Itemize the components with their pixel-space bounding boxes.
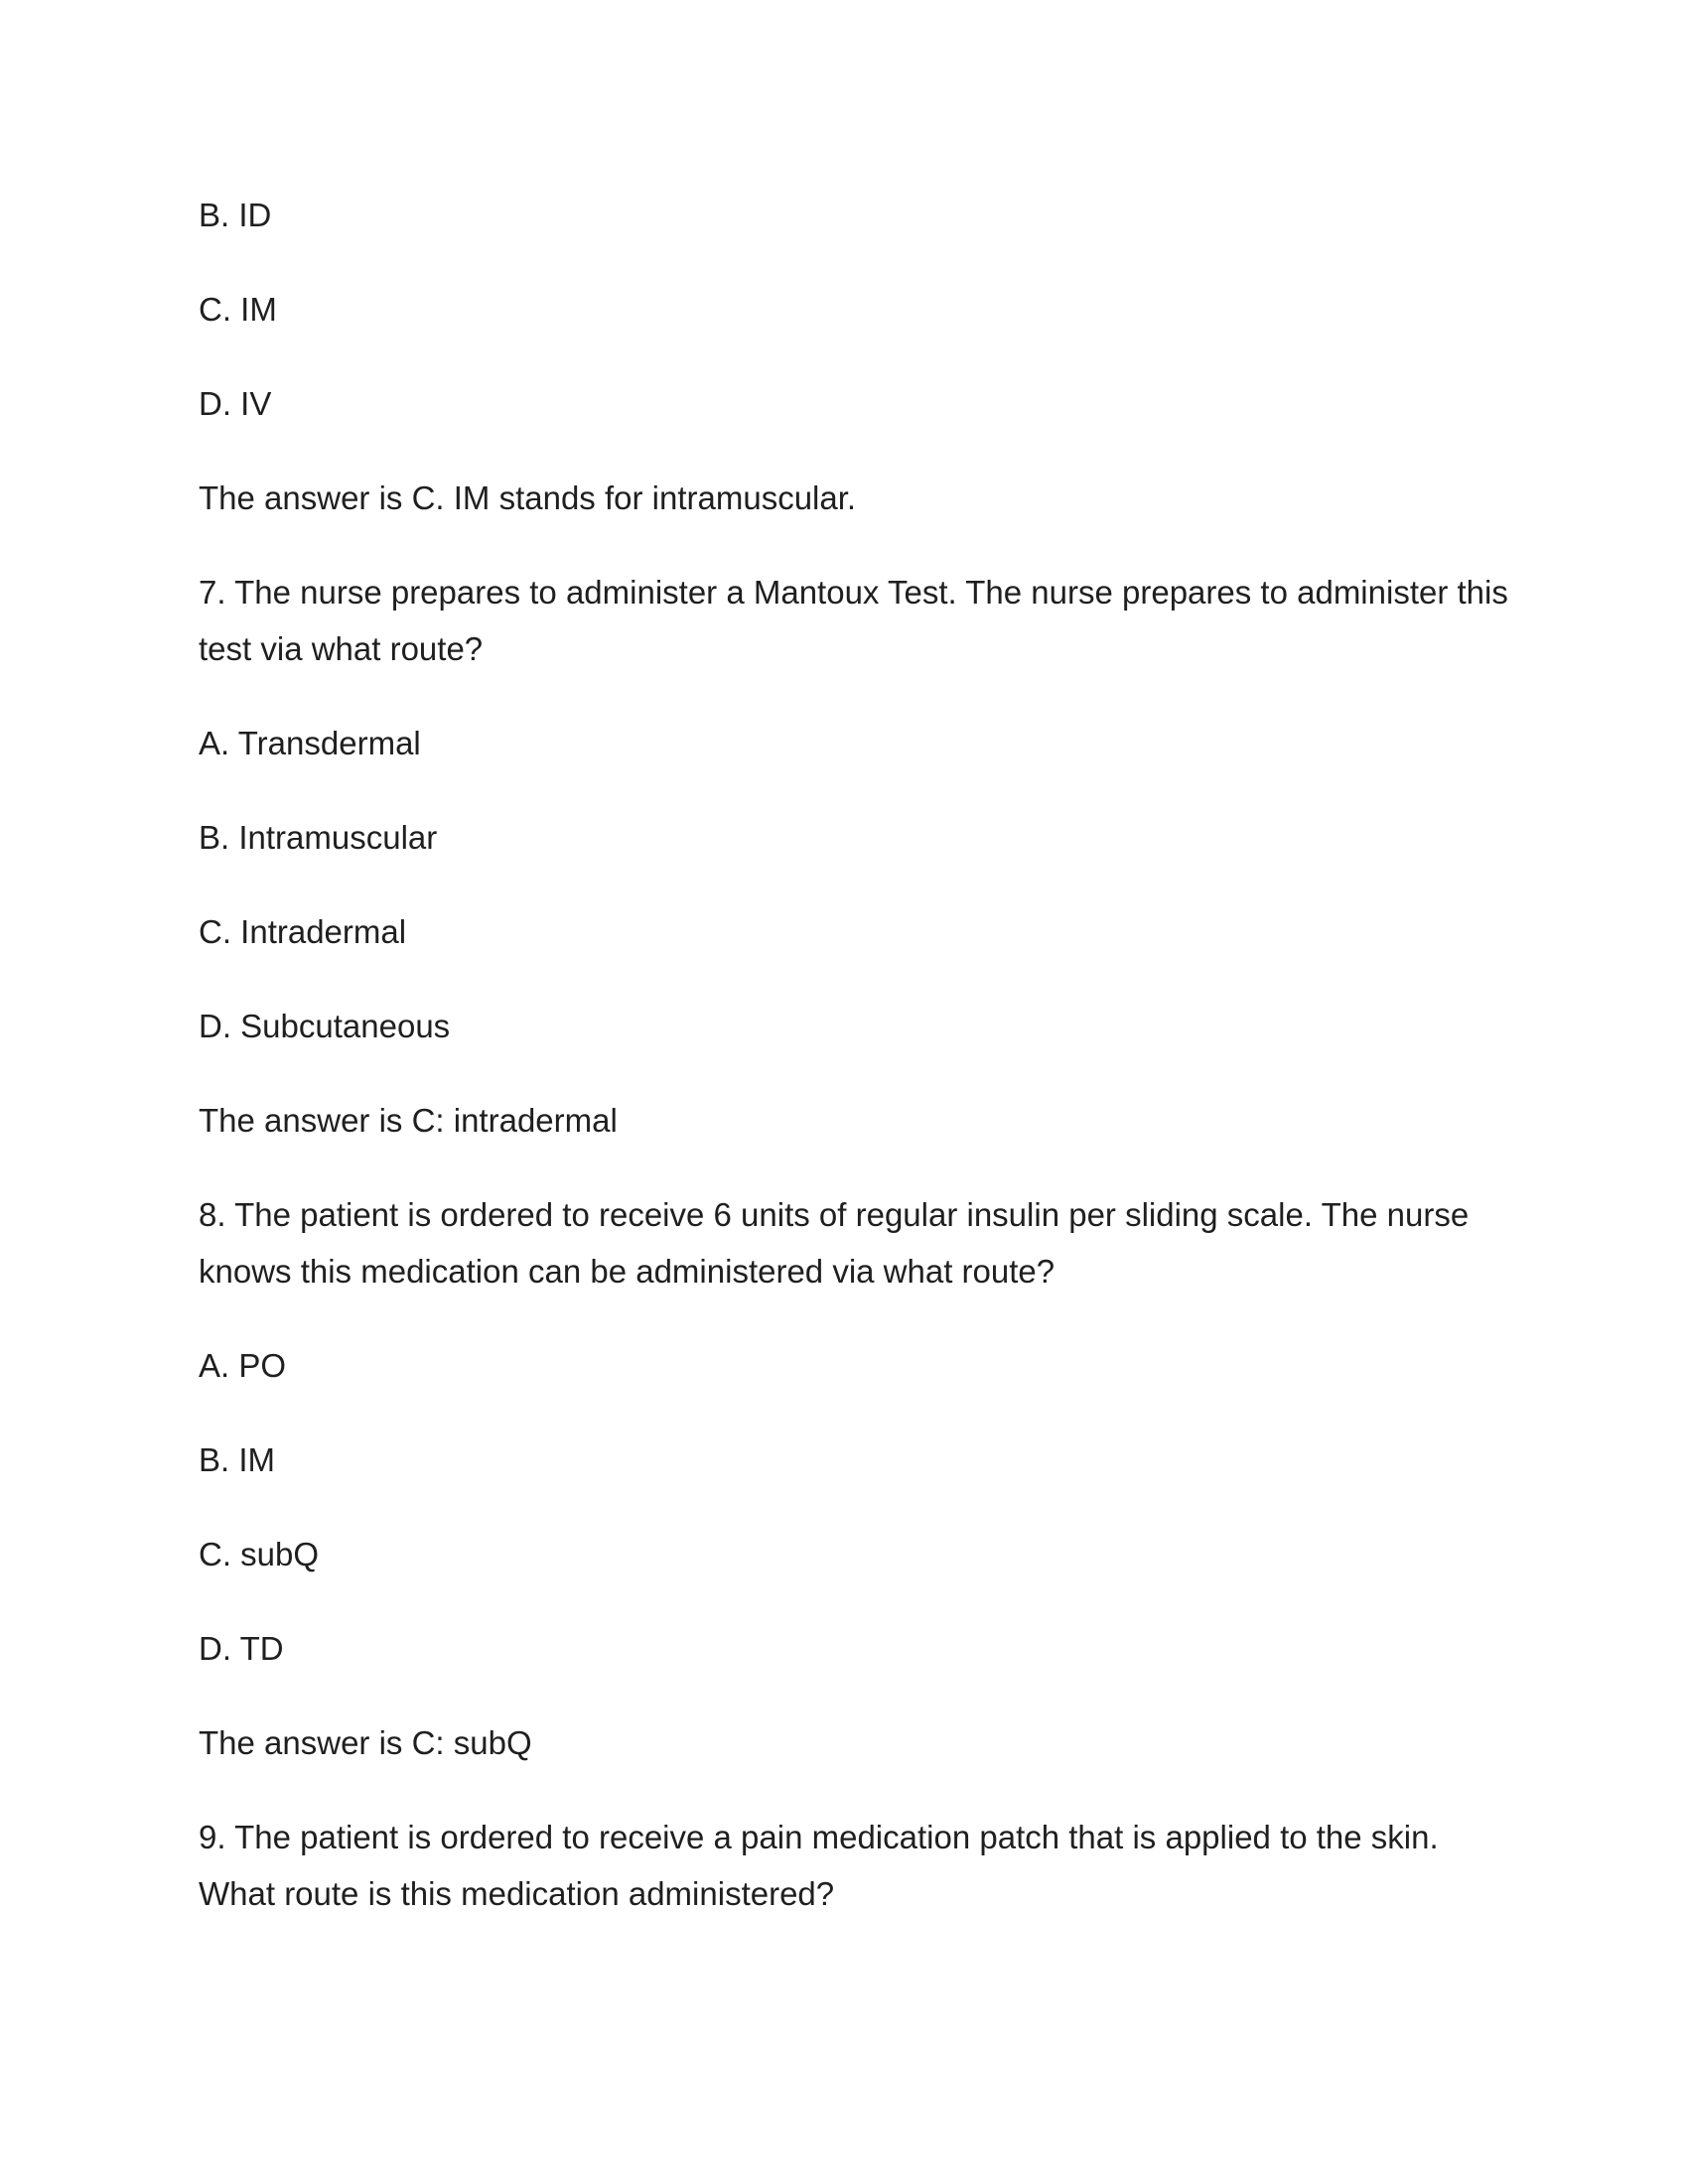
q7-question: 7. The nurse prepares to administer a Mantoux Test. The nurse prepares to administer this test via what route? [199,574,1508,667]
q8-option-b: B. IM [199,1441,276,1478]
q7-option-d: D. Subcutaneous [199,1008,451,1044]
q8-option-c: C. subQ [199,1536,320,1572]
q8-option-a: A. PO [199,1347,287,1384]
q6-answer: The answer is C. IM stands for intramuscular. [199,479,857,516]
document-page [199,187,1509,1922]
q7-option-a: A. Transdermal [199,725,421,761]
q6-option-d: D. IV [199,385,272,422]
q6-option-c: C. IM [199,291,277,328]
q9-question: 9. The patient is ordered to receive a pain medication patch that is applied to the skin. What route is this medication administered? [199,1819,1439,1912]
q7-answer: The answer is C: intradermal [199,1102,618,1139]
q6-option-b: B. ID [199,197,272,233]
q8-answer: The answer is C: subQ [199,1724,532,1761]
q8-question: 8. The patient is ordered to receive 6 units of regular insulin per sliding scale. The nurse knows this medication can be administered via what route? [199,1196,1470,1290]
q7-option-c: C. Intradermal [199,913,407,950]
q8-option-d: D. TD [199,1630,284,1667]
q7-option-b: B. Intramuscular [199,819,438,856]
